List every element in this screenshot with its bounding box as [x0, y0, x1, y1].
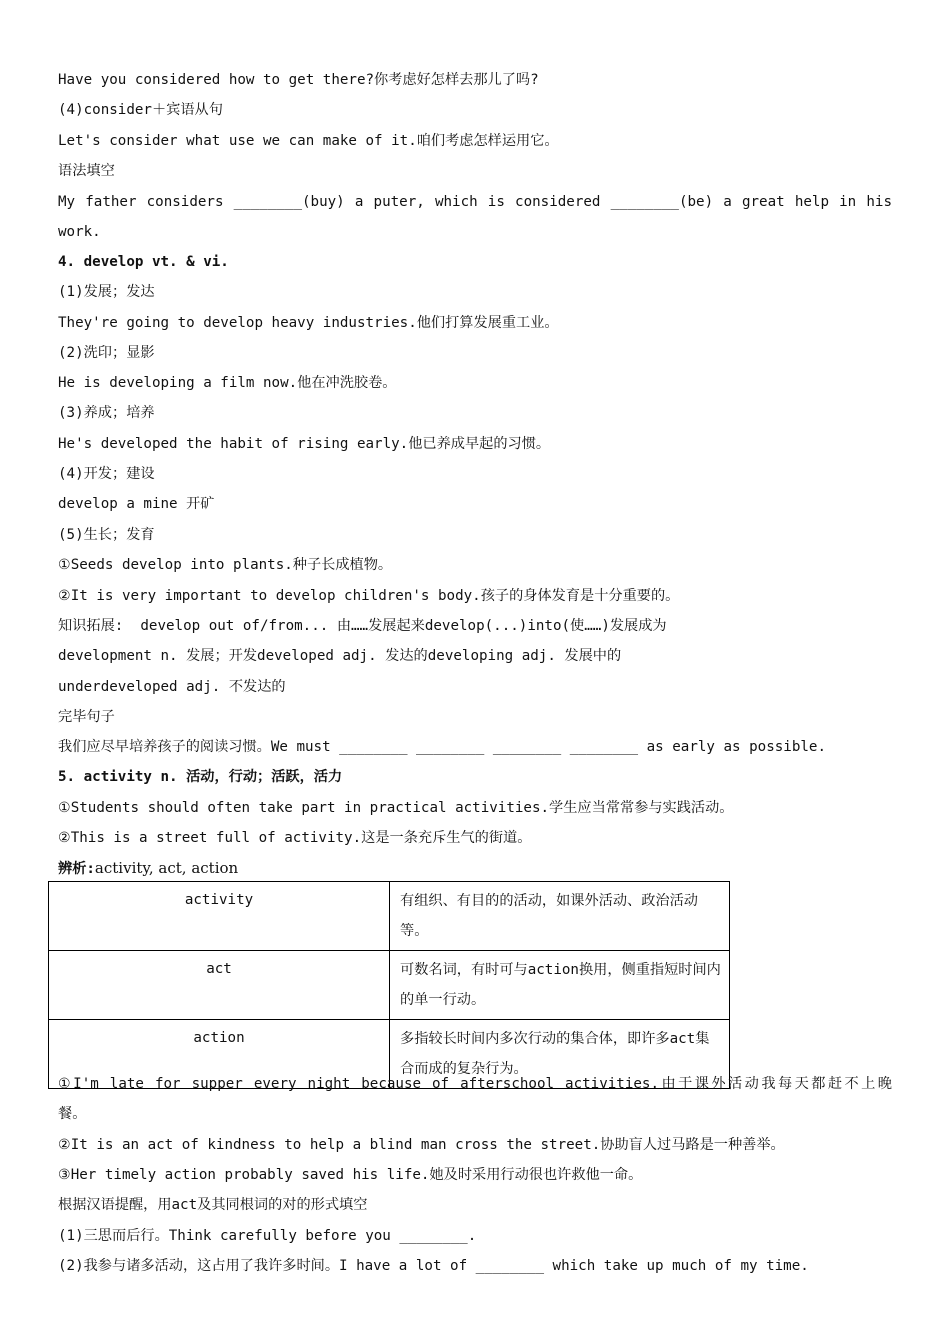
text-line: ②This is a street full of activity.这是一条充斥生气的街道。 — [58, 830, 532, 846]
example-sentence: ②It is an act of kindness to help a blind man cross the street.协助盲人过马路是一种善举。 — [58, 1137, 785, 1153]
text-line: develop a mine 开矿 — [58, 496, 215, 512]
table-row — [49, 951, 730, 1020]
text-line: Have you considered how to get there?你考虑好怎样去那儿了吗? — [58, 72, 539, 88]
text-line: (1)发展；发达 — [58, 284, 155, 300]
example-sentence: ③Her timely action probably saved his life.她及时采用行动很也许救他一命。 — [58, 1167, 643, 1183]
text-line: 完毕句子 — [58, 709, 115, 725]
text-line: (2)洗印；显影 — [58, 345, 155, 361]
text-line: He's developed the habit of rising early.他已养成早起的习惯。 — [58, 436, 551, 452]
text-line: (4)开发；建设 — [58, 466, 155, 482]
text-line: 语法填空 — [58, 163, 115, 179]
text-line: 根据汉语提醒，用act及其同根词的对的形式填空 — [58, 1197, 368, 1213]
fill-exercise: (1)三思而后行。Think carefully before you ________. — [58, 1228, 477, 1244]
section-heading-activity: 5. activity n. 活动，行动；活跃，活力 — [58, 769, 343, 785]
text-line: (3)养成；培养 — [58, 405, 155, 421]
example-sentence: ①I'm late for supper every night because of afterschool activities.由于课外活动我每天都赶不上晚 — [58, 1076, 892, 1092]
text-line: (4)consider＋宾语从句 — [58, 102, 223, 118]
table-cell-definition: 有组织、有目的的活动，如课外活动、政治活动等。 — [390, 882, 730, 951]
grammar-fill-exercise: My father considers ________(buy) a puter, which is considered ________(be) a great help in his — [58, 194, 892, 210]
text-line: He is developing a film now.他在冲洗胶卷。 — [58, 375, 397, 391]
section-heading-develop: 4. develop vt. & vi. — [58, 254, 229, 270]
fill-sentence-exercise: 我们应尽早培养孩子的阅读习惯。We must ________ ________ ________ ________ as early as possible. — [58, 739, 827, 755]
table-cell-definition: 多指较长时间内多次行动的集合体，即许多act集合而成的复杂行为。 — [390, 1020, 730, 1089]
text-line: Let's consider what use we can make of it.咱们考虑怎样运用它。 — [58, 133, 559, 149]
text-line: (5)生长；发育 — [58, 527, 155, 543]
distinguish-words: activity, act, action — [94, 859, 239, 877]
distinguish-heading — [58, 858, 238, 879]
comparison-table — [48, 881, 730, 1089]
table-cell-term: activity — [49, 882, 390, 951]
text-line: ①Seeds develop into plants.种子长成植物。 — [58, 557, 393, 573]
fill-exercise: (2)我参与诸多活动，这占用了我许多时间。I have a lot of ________ which take up much of my time. — [58, 1258, 809, 1274]
text-line: underdeveloped adj. 不发达的 — [58, 679, 286, 695]
text-line: They're going to develop heavy industries.他们打算发展重工业。 — [58, 315, 559, 331]
text-line: ②It is very important to develop children's body.孩子的身体发育是十分重要的。 — [58, 588, 680, 604]
text-line: development n. 发展；开发developed adj. 发达的developing adj. 发展中的 — [58, 648, 622, 664]
table-cell-term: act — [49, 951, 390, 1020]
knowledge-extension: 知识拓展: develop out of/from... 由……发展起来develop(...)into(使……)发展成为 — [58, 618, 667, 634]
distinguish-label: 辨析: — [58, 861, 95, 877]
table-cell-term: action — [49, 1020, 390, 1089]
table-row — [49, 882, 730, 951]
text-line: 餐。 — [58, 1106, 87, 1122]
table-cell-definition: 可数名词，有时可与action换用，侧重指短时间内的单一行动。 — [390, 951, 730, 1020]
text-line: ①Students should often take part in practical activities.学生应当常常参与实践活动。 — [58, 800, 734, 816]
text-line: work. — [58, 224, 101, 240]
